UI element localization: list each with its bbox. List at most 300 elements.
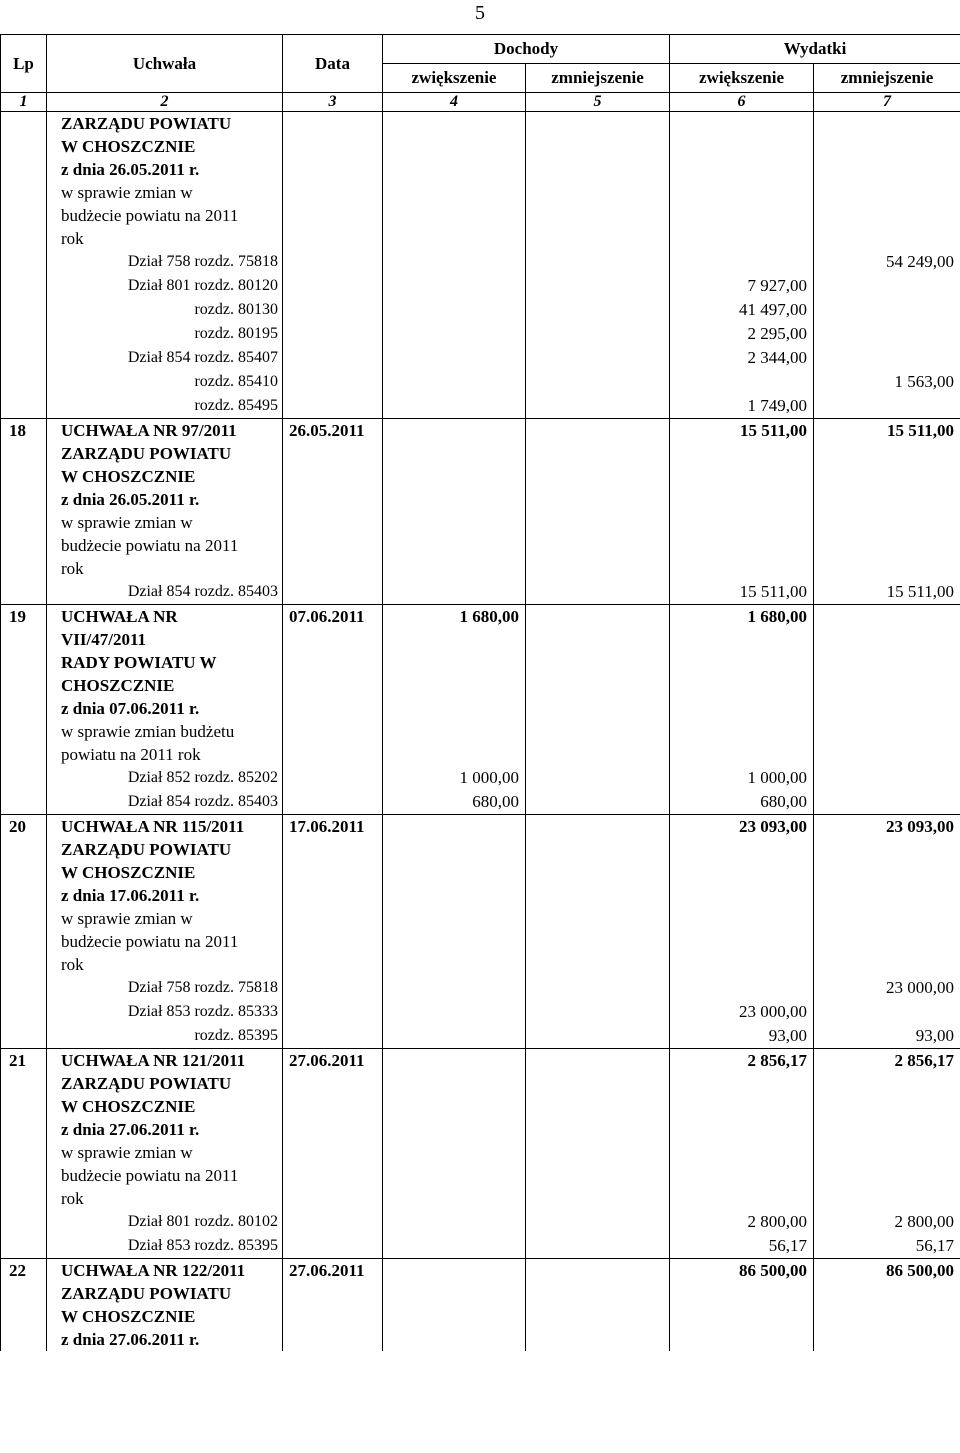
record-total	[814, 651, 960, 674]
item-lp-cell	[1, 394, 47, 419]
item-date-cell	[283, 394, 383, 419]
item-lp-cell	[1, 322, 47, 346]
record-total	[526, 465, 670, 488]
item-lp-cell	[1, 766, 47, 790]
resolution-title-line: UCHWAŁA NR 97/2011	[47, 419, 283, 443]
resolution-description-line: budżecie powiatu na 2011	[47, 204, 283, 227]
record-total	[814, 135, 960, 158]
record-lp	[1, 1095, 47, 1118]
record-lp	[1, 743, 47, 766]
item-value: 54 249,00	[814, 250, 960, 274]
record-lp	[1, 465, 47, 488]
record-lp	[1, 1141, 47, 1164]
item-value: 1 000,00	[383, 766, 526, 790]
record-total	[670, 697, 814, 720]
column-number: 3	[283, 93, 383, 112]
item-date-cell	[283, 322, 383, 346]
item-date-cell	[283, 1210, 383, 1234]
item-value	[526, 250, 670, 274]
item-row	[1, 322, 960, 346]
record-total	[526, 442, 670, 465]
record-total	[670, 1187, 814, 1210]
item-value	[383, 1024, 526, 1049]
record-lp	[1, 1118, 47, 1141]
item-date-cell	[283, 976, 383, 1000]
record-date	[283, 1282, 383, 1305]
table-row	[1, 1282, 960, 1305]
record-lp	[1, 884, 47, 907]
table-row	[1, 135, 960, 158]
record-total	[526, 112, 670, 136]
record-total	[526, 1282, 670, 1305]
record-total	[383, 557, 526, 580]
resolution-title-line: W CHOSZCZNIE	[47, 135, 283, 158]
record-total	[814, 465, 960, 488]
record-total	[670, 557, 814, 580]
record-total	[383, 112, 526, 136]
record-total	[383, 838, 526, 861]
table-row	[1, 442, 960, 465]
page-number: 5	[475, 2, 485, 24]
record-total	[814, 884, 960, 907]
record-total	[383, 1282, 526, 1305]
record-total	[670, 181, 814, 204]
record-date	[283, 628, 383, 651]
item-label: rozdz. 85395	[47, 1024, 283, 1049]
record-total: 86 500,00	[814, 1259, 960, 1283]
item-value: 2 800,00	[814, 1210, 960, 1234]
record-total	[814, 1118, 960, 1141]
table-row	[1, 1072, 960, 1095]
item-value	[670, 250, 814, 274]
resolution-title-line: z dnia 26.05.2011 r.	[47, 488, 283, 511]
resolution-title-line: RADY POWIATU W	[47, 651, 283, 674]
item-lp-cell	[1, 370, 47, 394]
record-lp	[1, 204, 47, 227]
record-lp	[1, 720, 47, 743]
item-lp-cell	[1, 250, 47, 274]
resolution-title-line: UCHWAŁA NR	[47, 605, 283, 629]
record-total	[383, 1141, 526, 1164]
table-row	[1, 534, 960, 557]
record-date	[283, 465, 383, 488]
item-lp-cell	[1, 298, 47, 322]
item-value	[814, 274, 960, 298]
record-date	[283, 557, 383, 580]
table-row	[1, 1259, 960, 1283]
item-lp-cell	[1, 346, 47, 370]
record-total	[814, 158, 960, 181]
record-total	[814, 720, 960, 743]
item-value: 23 000,00	[814, 976, 960, 1000]
item-lp-cell	[1, 1000, 47, 1024]
column-number: 2	[47, 93, 283, 112]
item-value: 41 497,00	[670, 298, 814, 322]
item-date-cell	[283, 250, 383, 274]
item-label: rozdz. 85410	[47, 370, 283, 394]
record-date	[283, 204, 383, 227]
record-lp: 21	[1, 1049, 47, 1073]
item-label: rozdz. 80130	[47, 298, 283, 322]
item-value	[526, 394, 670, 419]
table-row	[1, 511, 960, 534]
table-row	[1, 720, 960, 743]
record-lp	[1, 1305, 47, 1328]
record-total: 2 856,17	[670, 1049, 814, 1073]
item-row	[1, 346, 960, 370]
table-row	[1, 651, 960, 674]
header-wydatki: Wydatki	[670, 35, 960, 64]
item-date-cell	[283, 274, 383, 298]
record-total	[383, 442, 526, 465]
table-row	[1, 1049, 960, 1073]
item-row	[1, 790, 960, 815]
table-row	[1, 465, 960, 488]
record-total	[814, 112, 960, 136]
record-total	[526, 1141, 670, 1164]
record-total	[670, 907, 814, 930]
item-date-cell	[283, 1234, 383, 1259]
item-value	[814, 322, 960, 346]
record-total	[383, 158, 526, 181]
record-date	[283, 1187, 383, 1210]
record-total	[526, 534, 670, 557]
item-row	[1, 580, 960, 605]
record-total	[670, 1305, 814, 1328]
item-value: 56,17	[814, 1234, 960, 1259]
resolution-description-line: w sprawie zmian w	[47, 907, 283, 930]
record-date	[283, 697, 383, 720]
table-row	[1, 697, 960, 720]
item-value	[383, 976, 526, 1000]
record-total: 23 093,00	[814, 815, 960, 839]
record-total	[814, 697, 960, 720]
item-row	[1, 976, 960, 1000]
item-value	[383, 370, 526, 394]
record-total	[383, 534, 526, 557]
record-date	[283, 907, 383, 930]
record-total	[670, 1095, 814, 1118]
item-date-cell	[283, 1024, 383, 1049]
record-date: 26.05.2011	[283, 419, 383, 443]
record-total	[383, 227, 526, 250]
resolution-title-line: W CHOSZCZNIE	[47, 1095, 283, 1118]
record-total	[670, 158, 814, 181]
resolution-description-line: w sprawie zmian w	[47, 1141, 283, 1164]
record-total	[670, 227, 814, 250]
column-number: 1	[1, 93, 47, 112]
record-total	[814, 1072, 960, 1095]
item-row	[1, 370, 960, 394]
table-row	[1, 181, 960, 204]
record-date	[283, 181, 383, 204]
record-total	[814, 511, 960, 534]
record-total	[526, 1259, 670, 1283]
record-total	[670, 953, 814, 976]
item-value: 2 344,00	[670, 346, 814, 370]
record-total	[814, 674, 960, 697]
item-label: Dział 801 rozdz. 80120	[47, 274, 283, 298]
item-date-cell	[283, 580, 383, 605]
record-total	[814, 227, 960, 250]
table-row	[1, 112, 960, 136]
record-lp	[1, 1164, 47, 1187]
record-lp	[1, 674, 47, 697]
record-total	[526, 511, 670, 534]
record-total	[383, 815, 526, 839]
resolution-title-line: ZARZĄDU POWIATU	[47, 1282, 283, 1305]
record-total	[383, 861, 526, 884]
item-lp-cell	[1, 790, 47, 815]
record-total	[526, 884, 670, 907]
column-number: 4	[383, 93, 526, 112]
resolution-description-line: w sprawie zmian w	[47, 181, 283, 204]
record-lp	[1, 907, 47, 930]
item-label: rozdz. 80195	[47, 322, 283, 346]
record-date	[283, 158, 383, 181]
record-total	[383, 884, 526, 907]
header-dochody-zmniejszenie: zmniejszenie	[526, 64, 670, 93]
table-row	[1, 743, 960, 766]
table-header	[1, 35, 960, 112]
record-total	[526, 930, 670, 953]
item-value	[526, 1210, 670, 1234]
record-total	[526, 181, 670, 204]
item-value	[526, 580, 670, 605]
item-row	[1, 1234, 960, 1259]
record-date	[283, 135, 383, 158]
record-date	[283, 930, 383, 953]
record-total	[670, 1328, 814, 1351]
record-total	[526, 419, 670, 443]
item-value	[383, 322, 526, 346]
item-row	[1, 1024, 960, 1049]
record-total	[814, 1282, 960, 1305]
resolution-description-line: w sprawie zmian w	[47, 511, 283, 534]
resolution-title-line: UCHWAŁA NR 115/2011	[47, 815, 283, 839]
record-total	[814, 1305, 960, 1328]
column-number: 5	[526, 93, 670, 112]
item-value	[526, 976, 670, 1000]
item-value	[814, 394, 960, 419]
record-total: 2 856,17	[814, 1049, 960, 1073]
record-total	[670, 651, 814, 674]
record-total	[670, 628, 814, 651]
item-value	[526, 346, 670, 370]
item-label: rozdz. 85495	[47, 394, 283, 419]
record-total	[526, 227, 670, 250]
item-lp-cell	[1, 1024, 47, 1049]
item-row	[1, 274, 960, 298]
record-date: 17.06.2011	[283, 815, 383, 839]
record-total	[670, 930, 814, 953]
table-row	[1, 488, 960, 511]
record-total	[526, 838, 670, 861]
table-body	[1, 112, 960, 1352]
record-lp	[1, 1328, 47, 1351]
item-label: Dział 854 rozdz. 85403	[47, 580, 283, 605]
item-value	[526, 274, 670, 298]
record-lp	[1, 534, 47, 557]
record-total	[814, 1141, 960, 1164]
resolution-title-line: ZARZĄDU POWIATU	[47, 838, 283, 861]
record-lp	[1, 488, 47, 511]
record-total	[383, 674, 526, 697]
item-value	[383, 1000, 526, 1024]
table-row	[1, 419, 960, 443]
item-value: 56,17	[670, 1234, 814, 1259]
item-row	[1, 766, 960, 790]
table-row	[1, 907, 960, 930]
record-total	[670, 135, 814, 158]
item-value	[670, 370, 814, 394]
record-date: 07.06.2011	[283, 605, 383, 629]
record-date: 27.06.2011	[283, 1049, 383, 1073]
item-value	[526, 1234, 670, 1259]
record-total	[670, 511, 814, 534]
record-total	[383, 651, 526, 674]
item-date-cell	[283, 790, 383, 815]
header-wydatki-zmniejszenie: zmniejszenie	[814, 64, 960, 93]
record-lp	[1, 697, 47, 720]
record-total	[670, 743, 814, 766]
record-lp	[1, 861, 47, 884]
record-lp: 19	[1, 605, 47, 629]
record-total	[670, 534, 814, 557]
item-value	[526, 790, 670, 815]
resolution-description-line: powiatu na 2011 rok	[47, 743, 283, 766]
record-total	[383, 930, 526, 953]
resolution-title-line: z dnia 27.06.2011 r.	[47, 1118, 283, 1141]
record-total	[383, 1095, 526, 1118]
record-total	[670, 1141, 814, 1164]
table-row	[1, 557, 960, 580]
record-total	[670, 884, 814, 907]
resolution-title-line: z dnia 07.06.2011 r.	[47, 697, 283, 720]
record-total: 23 093,00	[670, 815, 814, 839]
item-value	[814, 766, 960, 790]
record-total	[383, 1328, 526, 1351]
record-total: 1 680,00	[670, 605, 814, 629]
item-value: 1 563,00	[814, 370, 960, 394]
record-total	[526, 651, 670, 674]
record-date	[283, 442, 383, 465]
record-total	[526, 907, 670, 930]
table-row	[1, 953, 960, 976]
resolution-title-line: W CHOSZCZNIE	[47, 861, 283, 884]
record-total	[814, 953, 960, 976]
record-total	[526, 861, 670, 884]
record-total	[670, 1164, 814, 1187]
resolution-title-line: VII/47/2011	[47, 628, 283, 651]
record-total	[814, 838, 960, 861]
record-lp	[1, 651, 47, 674]
record-date: 27.06.2011	[283, 1259, 383, 1283]
record-total	[670, 442, 814, 465]
budget-changes-table	[0, 34, 960, 1351]
table-row	[1, 884, 960, 907]
header-data: Data	[283, 35, 383, 93]
resolution-description-line: rok	[47, 953, 283, 976]
item-value	[526, 766, 670, 790]
item-value	[383, 298, 526, 322]
record-date	[283, 1164, 383, 1187]
record-lp	[1, 1187, 47, 1210]
item-label: Dział 801 rozdz. 80102	[47, 1210, 283, 1234]
record-total	[526, 1095, 670, 1118]
table-row	[1, 227, 960, 250]
record-total	[526, 674, 670, 697]
record-date	[283, 861, 383, 884]
item-value	[670, 976, 814, 1000]
record-total	[670, 488, 814, 511]
record-total	[383, 907, 526, 930]
table-row	[1, 605, 960, 629]
record-total	[526, 1164, 670, 1187]
item-value	[383, 346, 526, 370]
record-total	[383, 628, 526, 651]
header-uchwala: Uchwała	[47, 35, 283, 93]
record-date	[283, 1095, 383, 1118]
header-dochody-zwiekszenie: zwiększenie	[383, 64, 526, 93]
record-total	[670, 204, 814, 227]
record-total	[814, 743, 960, 766]
record-total	[670, 112, 814, 136]
record-total	[670, 861, 814, 884]
item-label: Dział 853 rozdz. 85395	[47, 1234, 283, 1259]
table-row	[1, 1187, 960, 1210]
item-value: 680,00	[383, 790, 526, 815]
item-value	[383, 1234, 526, 1259]
table-row	[1, 674, 960, 697]
record-date	[283, 488, 383, 511]
record-total	[383, 511, 526, 534]
item-value: 680,00	[670, 790, 814, 815]
budget-changes-document	[0, 34, 960, 1351]
record-total	[526, 743, 670, 766]
item-date-cell	[283, 298, 383, 322]
resolution-title-line: ZARZĄDU POWIATU	[47, 1072, 283, 1095]
item-label: Dział 758 rozdz. 75818	[47, 250, 283, 274]
item-value: 93,00	[814, 1024, 960, 1049]
item-date-cell	[283, 370, 383, 394]
record-total	[526, 204, 670, 227]
table-row	[1, 861, 960, 884]
item-row	[1, 1000, 960, 1024]
record-total	[670, 1118, 814, 1141]
record-lp	[1, 442, 47, 465]
item-value	[814, 790, 960, 815]
table-row	[1, 1118, 960, 1141]
record-total	[383, 465, 526, 488]
record-total	[814, 907, 960, 930]
item-date-cell	[283, 346, 383, 370]
table-row	[1, 628, 960, 651]
item-value	[383, 274, 526, 298]
record-total	[814, 1164, 960, 1187]
item-date-cell	[283, 1000, 383, 1024]
resolution-title-line: W CHOSZCZNIE	[47, 465, 283, 488]
record-total	[814, 488, 960, 511]
record-total	[383, 1072, 526, 1095]
record-lp	[1, 557, 47, 580]
record-total	[670, 465, 814, 488]
record-total	[526, 720, 670, 743]
record-total: 1 680,00	[383, 605, 526, 629]
record-total	[814, 628, 960, 651]
record-total	[814, 534, 960, 557]
item-label: Dział 852 rozdz. 85202	[47, 766, 283, 790]
